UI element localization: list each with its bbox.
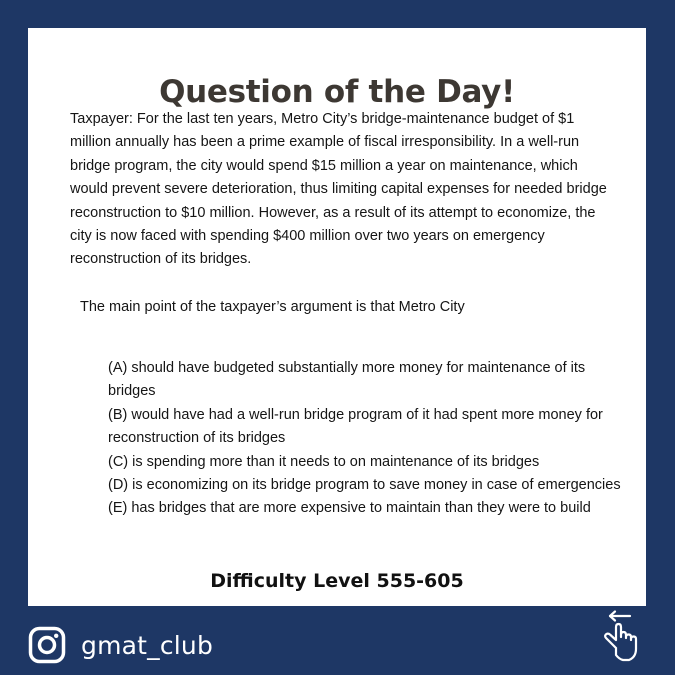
handle-text: gmat_club [81, 630, 214, 660]
question-passage: Taxpayer: For the last ten years, Metro City’s bridge-maintenance budget of $1 million annually has been a prime example of fiscal irresponsibility. In a well-run bridge program, the city would spend $15 million a year on maintenance, which would prevent severe deterioration, thus limiting capital expenses for needed bridge reconstruction to $10 million. However, as a result of its attempt to economize, the city is now faced with spending $400 million over two years on emergency reconstruction of its bridges. [70, 111, 607, 268]
answer-choice-c: (C) is spending more than it needs to on maintenance of its bridges [108, 453, 540, 470]
question-card [28, 28, 646, 606]
page-title: Question of the Day! [159, 74, 515, 110]
social-handle[interactable] [28, 625, 213, 665]
instagram-icon [28, 626, 66, 664]
answer-choices [108, 357, 628, 521]
answer-choice-a: (A) should have budgeted substantially more money for maintenance of its bridges [108, 360, 586, 400]
question-stem: The main point of the taxpayer’s argument is that Metro City [80, 299, 465, 315]
answer-choice-d: (D) is economizing on its bridge program to save money in case of emergencies [108, 477, 621, 494]
difficulty-level: Difficulty Level 555-605 [210, 570, 464, 592]
answer-choice-b: (B) would have had a well-run bridge program of it had spent more money for reconstruction of its bridges [108, 406, 603, 447]
swipe-left-hand-icon [600, 608, 648, 664]
answer-choice-e: (E) has bridges that are more expensive to maintain than they were to build [108, 500, 591, 517]
